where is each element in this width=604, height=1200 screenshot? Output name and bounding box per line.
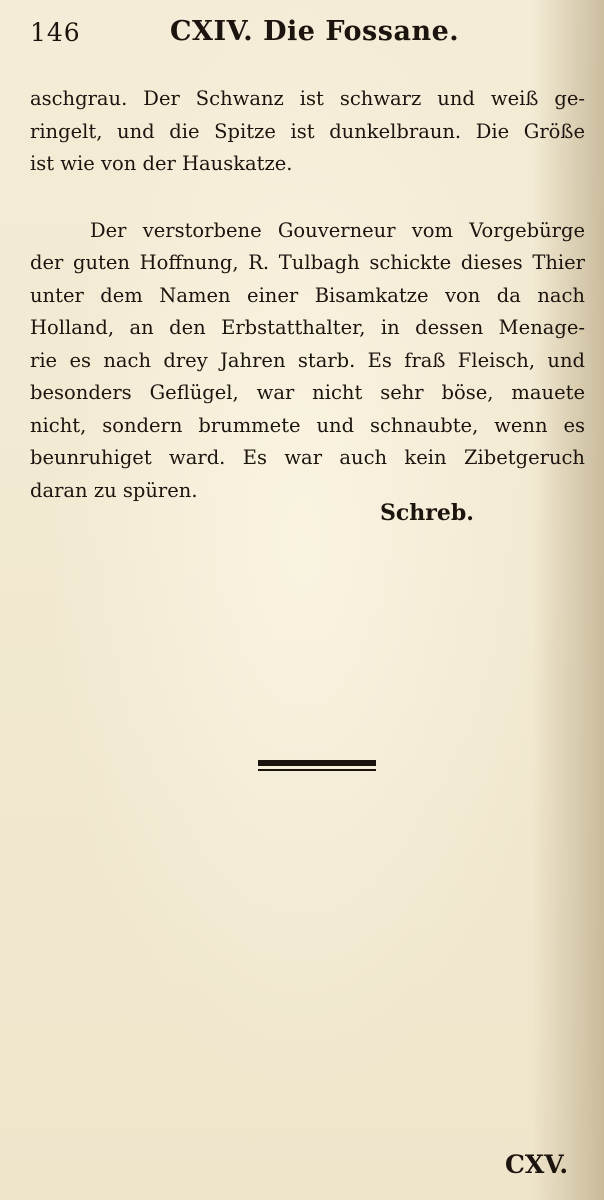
text-line: rie es nach drey Jahren starb. Es fraß Fleisch, und bbox=[30, 348, 585, 372]
catchword: CXV. bbox=[505, 1150, 569, 1179]
paragraph-2 bbox=[30, 215, 585, 508]
body-text bbox=[30, 83, 585, 507]
page-number: 146 bbox=[30, 18, 81, 47]
running-head: CXIV. Die Fossane. bbox=[170, 16, 460, 47]
rule-thin-line bbox=[258, 769, 376, 771]
text-line: Holland, an den Erbstatthalter, in dessen Menage- bbox=[30, 316, 585, 339]
author-signature: Schreb. bbox=[380, 500, 474, 526]
text-line: nicht, sondern brummete und schnaubte, wenn es bbox=[30, 413, 585, 437]
text-line: ist wie von der Hauskatze. bbox=[30, 152, 293, 175]
text-line: besonders Geflügel, war nicht sehr böse, mauete bbox=[30, 381, 585, 404]
text-line: Der verstorbene Gouverneur vom Vorgebürge bbox=[90, 218, 585, 242]
text-line: unter dem Namen einer Bisamkatze von da nach bbox=[30, 283, 585, 307]
text-line: der guten Hoffnung, R. Tulbagh schickte dieses Thier bbox=[30, 251, 585, 274]
page-header bbox=[30, 10, 570, 50]
rule-thick-line bbox=[258, 760, 376, 766]
paragraph-1 bbox=[30, 83, 585, 181]
text-line: aschgrau. Der Schwanz ist schwarz und weiß ge- bbox=[30, 87, 585, 110]
section-end-rule bbox=[258, 760, 376, 772]
text-line: daran zu spüren. bbox=[30, 478, 198, 502]
text-line: beunruhiget ward. Es war auch kein Zibetgeruch bbox=[30, 446, 585, 469]
text-line: ringelt, und die Spitze ist dunkelbraun. Die Größe bbox=[30, 119, 585, 143]
